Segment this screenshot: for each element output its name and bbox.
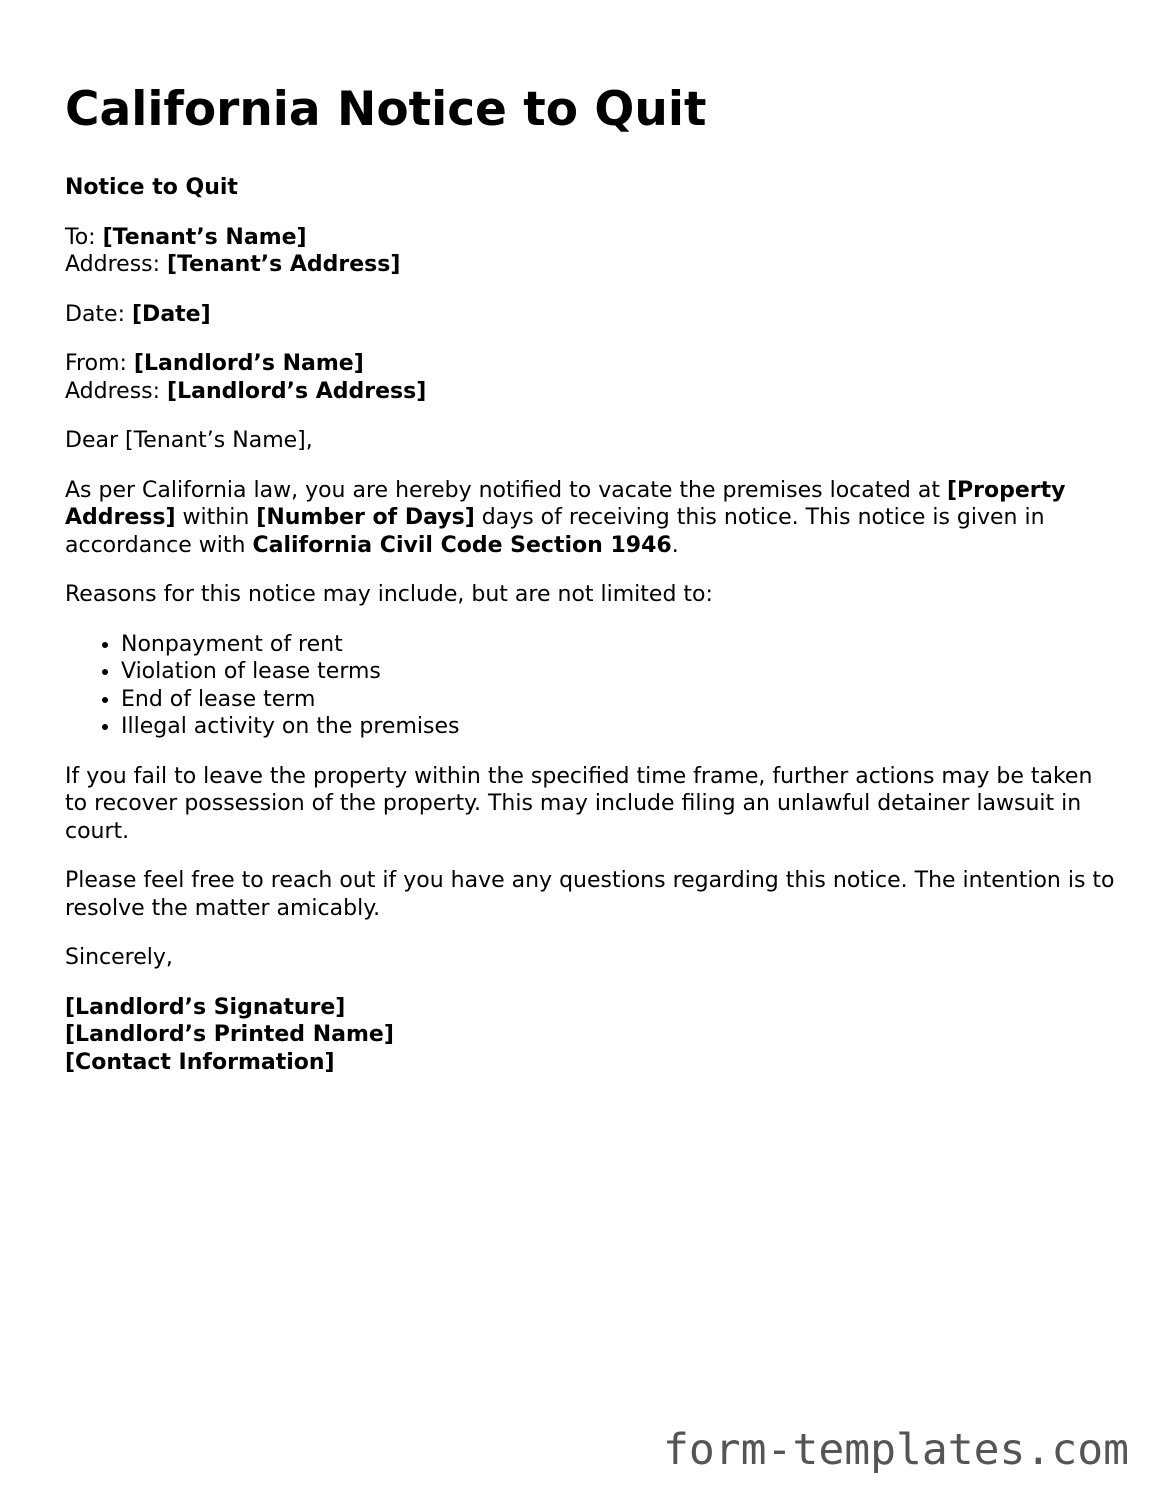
reasons-intro: Reasons for this notice may include, but are not limited to:: [65, 582, 713, 607]
date-placeholder: [Date]: [132, 301, 211, 327]
list-item: • Nonpayment of rent: [121, 631, 1115, 659]
salutation: Dear [Tenant’s Name],: [65, 428, 313, 453]
date-label: Date:: [65, 301, 132, 327]
signature-placeholder: [Landlord’s Signature]: [65, 994, 346, 1020]
from-label: From:: [65, 351, 134, 376]
notice-paragraph: [65, 477, 1115, 560]
list-item: • Illegal activity on the premises: [121, 713, 1115, 741]
list-item: • End of lease term: [121, 686, 1115, 714]
sender-block: [65, 350, 1115, 405]
property-address-placeholder: [Property Address]: [65, 477, 1066, 530]
document-page: [65, 80, 1115, 1098]
contact-paragraph: Please feel free to reach out if you have any questions regarding this notice. The intention is to resolve the matter amicably.: [65, 868, 1115, 921]
landlord-address-placeholder: [Landlord’s Address]: [167, 378, 427, 404]
notice-text-4: .: [671, 532, 679, 558]
from-address-label: Address:: [65, 378, 168, 404]
document-title: California Notice to Quit: [65, 82, 707, 137]
notice-text-3: days of receiving this notice. This notice is given in accordance with: [65, 505, 1045, 558]
to-address-label: Address:: [65, 252, 168, 277]
landlord-name-placeholder: [Landlord’s Name]: [133, 351, 364, 376]
recipient-block: [65, 224, 1115, 279]
printed-name-placeholder: [Landlord’s Printed Name]: [65, 1022, 394, 1047]
contact-info-placeholder: [Contact Information]: [65, 1049, 335, 1075]
number-of-days-placeholder: [Number of Days]: [256, 505, 475, 530]
tenant-address-placeholder: [Tenant’s Address]: [167, 252, 401, 277]
to-label: To:: [65, 224, 103, 250]
notice-heading: Notice to Quit: [65, 175, 238, 200]
consequences-paragraph: If you fail to leave the property within the specified time frame, further actions may be taken to recover possession of the property. This may include filing an unlawful detainer lawsuit in court.: [65, 763, 1093, 844]
civil-code-reference: California Civil Code Section 1946: [252, 532, 672, 558]
signature-block: [65, 994, 1115, 1077]
date-block: [65, 301, 1115, 329]
reasons-list: [65, 631, 1115, 741]
notice-text-1: As per California law, you are hereby notified to vacate the premises located at: [65, 477, 947, 503]
list-item: • Violation of lease terms: [121, 658, 1115, 686]
notice-text-2: within: [175, 505, 257, 530]
tenant-name-placeholder: [Tenant’s Name]: [102, 224, 307, 250]
closing: Sincerely,: [65, 945, 173, 970]
watermark: form-templates.com: [663, 1425, 1129, 1475]
